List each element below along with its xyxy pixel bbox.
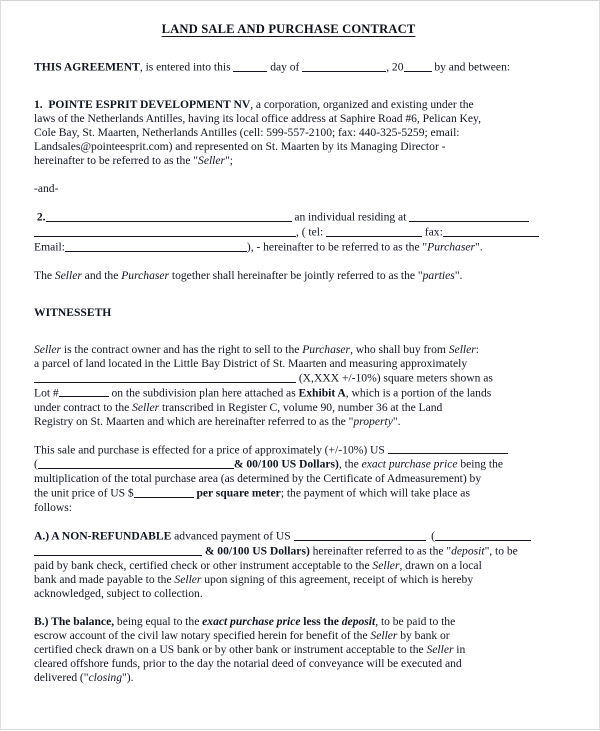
witnesseth-seller-term-1: Seller [34,342,62,356]
price-clause-line-4 [34,486,571,501]
unit-price-blank[interactable] [134,486,194,498]
price-l4-c: ; the payment of which will take place as [280,487,470,501]
agreement-year-prefix: , 20 [386,60,404,74]
agreement-lead-label: THIS AGREEMENT [34,60,140,74]
purchaser-clause-number: 2. [36,211,46,224]
purchaser-tail-pre: ), - hereinafter to be referred to as the " [246,240,428,254]
clause-b-line-3 [34,643,571,657]
page-title-text: LAND SALE AND PURCHASE CONTRACT [161,22,416,36]
price-l5: follows: [34,501,73,515]
witnesseth-l1-b: is the contract owner and has the right to sell to the [61,342,303,356]
purchaser-address-blank-2[interactable] [34,225,296,237]
clause-a-l4-c: upon signing of this agreement, receipt of which is hereby [201,572,474,586]
witnesseth-line-2 [34,357,571,371]
clause-a-l3-c: , drawn on a local [399,558,482,572]
witnesseth-l6-a: Registry on St. Maarten and which are hereinafter referred to as the " [34,414,354,428]
seller-company-name: POINTE ESPRIT DEVELOPMENT NV [48,97,251,111]
price-clause-line-2 [34,457,571,472]
clause-a-seller-term-1: Seller [372,558,400,572]
witnesseth-l2: a parcel of land located in the Little Bay District of St. Maarten and measuring approximately [34,356,468,370]
clause-b-l1-a: being equal to the [114,615,203,629]
witnesseth-heading-text: WITNESSETH [34,305,112,319]
purchaser-term: Purchaser [427,240,476,254]
clause-a-line-4 [34,573,571,587]
and-divider-text: -and- [34,182,59,196]
seller-clause-line-4: Landsales@pointeesprit.com) and represented on St. Maarten by its Managing Director - [34,140,446,154]
clause-a-l1: advanced payment of US [171,529,294,543]
parties-t3: together shall hereinafter be jointly referred to as the " [169,268,423,282]
closing-term: closing [88,671,123,685]
clause-a-l4-a: bank and made payable to the [34,572,175,586]
witnesseth-l4-end: , which is a portion of the lands [345,386,492,400]
parties-t1: The [34,268,55,282]
agreement-day-of: day of [267,60,303,74]
purchaser-email-label: Email: [34,240,65,254]
price-l4-a: the unit price of US $ [34,487,134,501]
deposit-words-blank-1[interactable] [435,529,531,541]
seller-clause-line-1: , a corporation, organized and existing under the [250,97,474,111]
parcel-size-blank[interactable] [34,371,296,383]
clause-b-label: B.) The balance, [34,615,115,629]
parties-t2: and the [81,268,122,282]
seller-clause-paragraph [34,98,571,168]
purchaser-residing-label: an individual residing at [291,211,410,224]
price-amount-blank[interactable] [388,443,508,455]
deposit-amount-blank[interactable] [294,529,426,541]
year-blank[interactable] [404,60,432,72]
witnesseth-line-4 [34,386,571,401]
parties-t4: ". [454,268,463,282]
and-divider [34,182,571,196]
clause-b-l5-a: delivered (" [34,671,89,685]
per-square-meter-label: per square meter [193,487,281,501]
parties-definition-paragraph [34,269,571,283]
clause-b-l1-mid: less the [300,615,342,629]
price-clause-line-3 [34,472,571,486]
price-clause-line-5 [34,501,571,515]
clause-a-line-5 [34,587,571,601]
clause-b-line-2 [34,629,571,643]
purchaser-email-blank[interactable] [65,240,247,252]
lot-number-label: Lot # [34,386,59,400]
clause-a-dollars-label: & 00/100 US Dollars) [204,544,310,558]
clause-a-paren: ( [431,529,435,543]
seller-clause-number: 1. [34,97,43,111]
day-blank[interactable] [233,60,267,72]
seller-clause-line-2: laws of the Netherlands Antilles, having its local office address at Saphire Road #6, Pelican Key, [34,111,481,125]
price-clause-line-1 [34,443,571,458]
clause-a-label: A.) A NON-REFUNDABLE [34,529,172,543]
clause-b-line-4 [34,657,571,671]
clause-b-line-5 [34,671,571,685]
deposit-words-blank-2[interactable] [34,544,202,556]
price-l3: multiplication of the total purchase area (as determined by the Certificate of Admeasurement) by [34,472,482,486]
purchaser-clause-line-1 [34,210,571,225]
witnesseth-seller-term-2: Seller [448,342,476,356]
price-l2-open: ( [34,458,38,472]
purchaser-tail-post: ". [475,240,483,254]
clause-b-l4: cleared offshore funds, prior to the day the notarial deed of conveyance will be executed and [34,657,462,671]
witnesseth-purchaser-term: Purchaser [302,342,351,356]
agreement-tail: by and between: [431,60,511,74]
document-body [34,1,571,731]
agreement-after-lead: , is entered into this [139,60,234,74]
purchaser-fax-blank[interactable] [443,225,539,237]
agreement-intro-paragraph [34,60,571,75]
deposit-term: deposit [451,544,485,558]
seller-term: Seller [198,154,226,168]
witnesseth-l5-a: under contract to the [34,400,133,414]
witnesseth-l5-c: transcribed in Register C, volume 90, number 36 at the Land [159,400,443,414]
purchaser-tel-blank[interactable] [326,225,422,237]
clause-a-seller-term-2: Seller [174,572,202,586]
deposit-term-2: deposit [341,615,376,629]
witnesseth-l3-after-blank: (X,XXX +/-10%) square meters shown as [298,371,493,385]
clause-a-line-1 [34,529,571,544]
price-l2-a: , the [338,458,362,472]
witnesseth-l1-d: , who shall buy from [350,342,449,356]
witnesseth-line-6 [34,415,571,429]
clause-a-l2-a: hereinafter referred to as the " [309,544,452,558]
purchaser-fax-label: fax: [421,225,443,239]
witnesseth-heading [34,306,571,320]
witnesseth-line-3 [34,371,571,386]
purchaser-address-blank-1[interactable] [409,210,529,222]
clause-b-seller-term-2: Seller [426,643,454,657]
month-blank[interactable] [302,60,386,72]
witnesseth-line-1 [34,343,571,357]
clause-b-l2-c: by bank or [397,629,450,643]
clause-b-l2-a: escrow account of the civil law notary specified herein for benefit of the [34,629,371,643]
seller-clause-line-3: Cole Bay, St. Maarten, Netherlands Antilles (cell: 599-557-2100; fax: 440-325-5259; email: [34,125,460,139]
price-words-blank[interactable] [38,457,234,469]
price-dollars-label: & 00/100 US Dollars) [233,458,339,472]
exact-purchase-price-term-2: exact purchase price [202,615,301,629]
price-l2-b: being the [457,458,504,472]
parties-seller-term: Seller [54,268,82,282]
purchaser-clause-line-2 [34,225,571,240]
price-l1: This sale and purchase is effected for a price of approximately (+/-10%) US [34,443,388,457]
parties-purchaser-term: Purchaser [121,268,170,282]
witnesseth-l1-f: : [475,342,480,356]
clause-b-l1-b: , to be paid to the [375,615,456,629]
witnesseth-l4-mid: on the subdivision plan here attached as [108,386,299,400]
seller-clause-line-5-post: "; [225,154,234,168]
exhibit-a-reference: Exhibit A [298,386,346,400]
clause-b-seller-term-1: Seller [370,629,398,643]
clause-b-line-1 [34,615,571,629]
exact-purchase-price-term-1: exact purchase price [361,458,458,472]
witnesseth-seller-term-3: Seller [132,400,160,414]
property-term: property [353,414,393,428]
clause-a-line-3 [34,559,571,573]
seller-clause-line-5-pre: hereinafter to be referred to as the " [34,154,199,168]
clause-b-l3-a: certified check drawn on a US bank or by other bank or instrument acceptable to the [34,643,427,657]
witnesseth-line-5 [34,401,571,415]
purchaser-clause-line-3 [34,240,571,255]
clause-a-l3-a: paid by bank check, certified check or other instrument acceptable to the [34,558,373,572]
clause-a-l2-b: ", to be [484,544,518,558]
clause-b-l3-c: in [453,643,466,657]
lot-number-blank[interactable] [59,386,109,398]
witnesseth-l6-c: ". [392,414,401,428]
purchaser-name-blank[interactable] [46,210,292,222]
purchaser-tel-label: , ( tel: [296,225,326,239]
clause-a-l5: acknowledged, subject to collection. [34,586,203,600]
clause-b-l5-c: "). [122,671,134,685]
clause-a-line-2 [34,544,571,559]
page-title [34,1,571,37]
parties-term: parties [422,268,455,282]
